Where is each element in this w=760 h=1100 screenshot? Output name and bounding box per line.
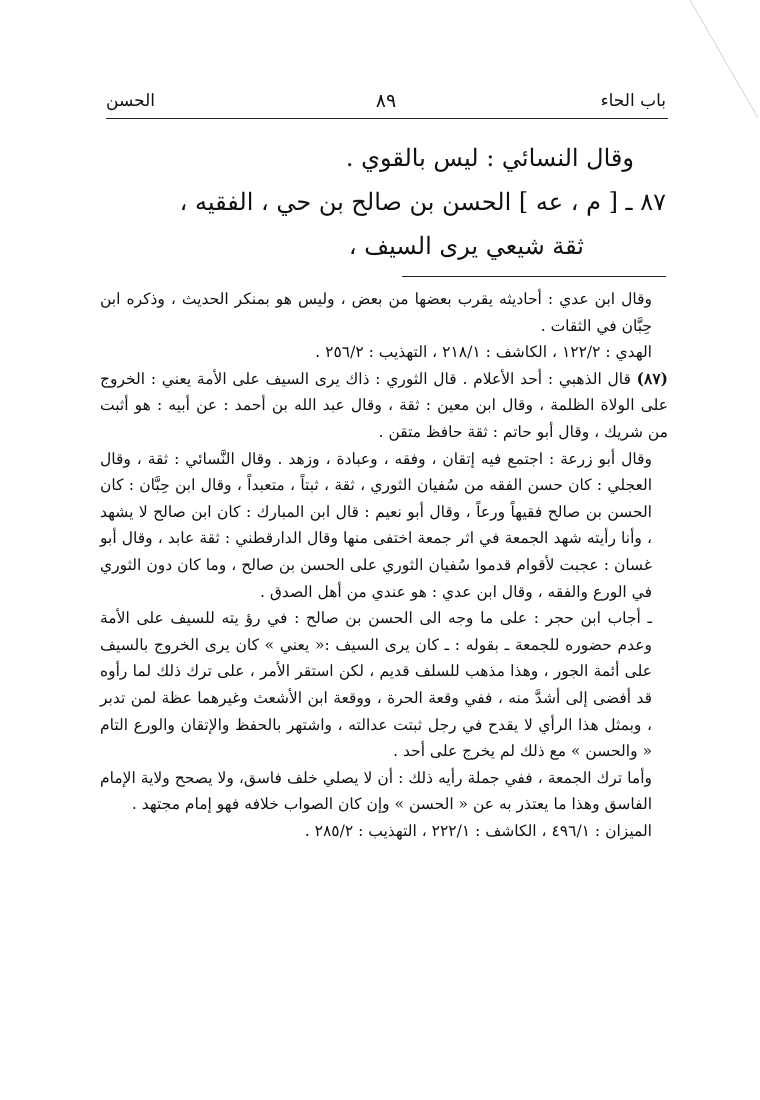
footnotes (100, 286, 668, 844)
footnote-divider (402, 276, 666, 277)
running-title: الحسن (106, 91, 155, 111)
header-divider (106, 118, 668, 119)
chapter-title: باب الحاء (600, 91, 666, 111)
footnote-paragraph: وأما ترك الجمعة ، ففي جملة رأيه ذلك : أن لا يصلي خلف فاسق، ولا يصحح ولاية الإمام الفاسق وهذا ما يعتذر به عن « الحسن » وإن كان الصواب خلافه فهو إمام مجتهد . (100, 768, 652, 814)
page-header (106, 90, 666, 116)
page-edge-mark (680, 0, 760, 120)
main-line-2-entry: ٨٧ ـ [ م ، عه ] الحسن بن صالح بن حي ، الفقيه ، (179, 188, 666, 216)
footnote-paragraph: الهدي : ١٢٢/٢ ، الكاشف : ٢١٨/١ ، التهذيب : ٢٥٦/٢ . (315, 343, 652, 362)
main-line-3: ثقة شيعي يرى السيف ، (348, 232, 584, 260)
main-line-1: وقال النسائي : ليس بالقوي . (345, 144, 634, 172)
footnote-paragraph: ـ أجاب ابن حجر : على ما وجه الى الحسن بن صالح : في رؤ يته للسيف على الأمة وعدم حضوره للجمعة ـ بقوله : ـ كان يرى السيف :« يعني » كان يرى الخروج بالسيف على أئمة الجور ، وهذا مذهب للسلف قديم ، لكن استقر الأمر ، على ترك ذلك لما رأوه قد أفضى إلى أشدَّ منه ، ففي وقعة الحرة ، ووقعة ابن الأشعث وغيرهما عظة لمن تدبر ، وبمثل هذا الرأي لا يقدح في رجل ثبتت عدالته ، واشتهر بالحفظ والإتقان والورع التام « والحسن » مع ذلك لم يخرج على أحد . (100, 609, 652, 761)
footnote-ref: (٨٧) (636, 368, 668, 388)
footnote-paragraph-87: (٨٧) قال الذهبي : أحد الأعلام . قال الثوري : ذاك يرى السيف على الأمة يعني : الخروج على الولاة الظلمة ، وقال ابن معين : ثقة ، وقال عبد الله بن أحمد : عن أبيه : هو أثبت من شريك ، وقال أبو حاتم : ثقة حافظ متقن . (100, 368, 668, 441)
footnote-paragraph: الميزان : ٤٩٦/١ ، الكاشف : ٢٢٢/١ ، التهذيب : ٢٨٥/٢ . (304, 821, 652, 840)
footnote-paragraph: وقال أبو زرعة : اجتمع فيه إتقان ، وفقه ، وعبادة ، وزهد . وقال النَّسائي : ثقة ، وقال العجلي : كان حسن الفقه من سُفيان الثوري ، ثقة ، ثبتاً ، متعبداً ، وقال ابن حِبَّان : كان الحسن بن صالح فقيهاً ورعاً ، وقال أبو نعيم : قال ابن المبارك : كان ابن صالح لا يشهد ، وأنا رأيته شهد الجمعة في اثر جمعة اختفى منها وقال الدارقطني : ثقة عابد ، وقال أبو غسان : عجبت لأقوام قدموا سُفيان الثوري على الحسن بن صالح ، وما كان دون الثوري في الورع والفقه ، وقال ابن عدي : هو عندي من أهل الصدق . (100, 449, 652, 601)
footnote-paragraph: وقال ابن عدي : أحاديثه يقرب بعضها من بعض ، وليس هو بمنكر الحديث ، وذكره ابن حِبَّان في الثقات . (100, 290, 652, 335)
page-number: ٨٩ (375, 90, 397, 112)
main-text (106, 136, 666, 268)
